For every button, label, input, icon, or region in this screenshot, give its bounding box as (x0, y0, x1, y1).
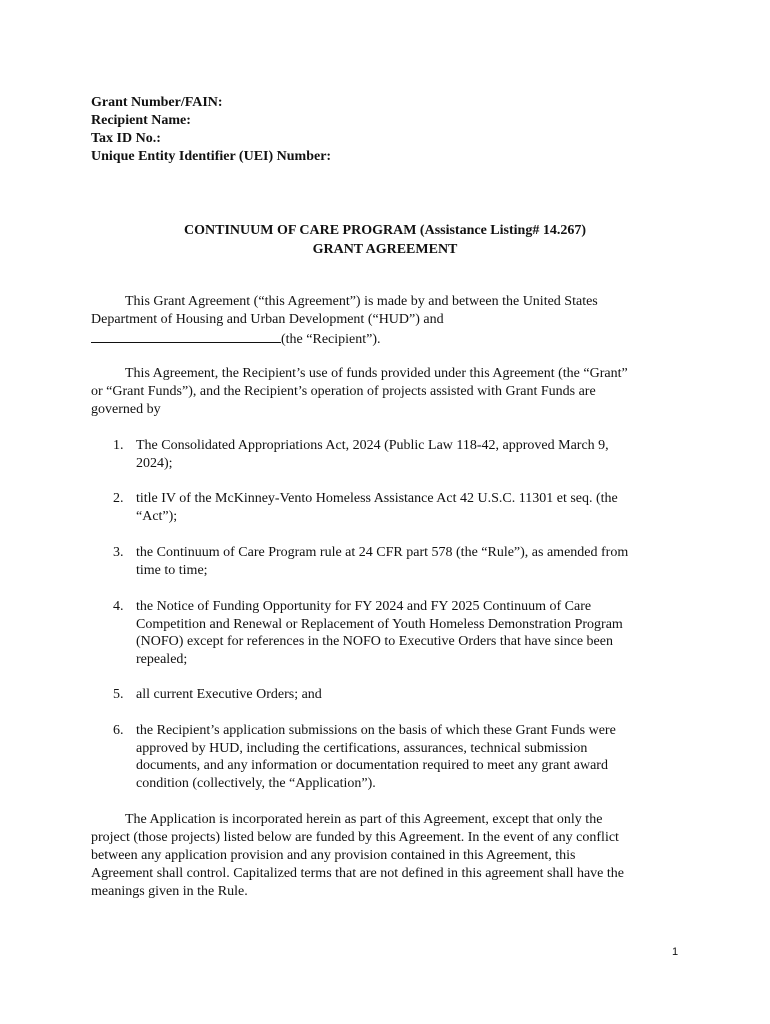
application-line: The Application is incorporated herein as part of this Agreement, except that only the (125, 812, 603, 827)
list-item-line: approved by HUD, including the certifications, assurances, technical submission (136, 740, 588, 756)
tax-id-label: Tax ID No.: (91, 131, 161, 146)
governed-line-1: This Agreement, the Recipient’s use of funds provided under this Agreement (the “Grant” (125, 366, 628, 381)
list-item-line: 2024); (136, 455, 173, 471)
list-item-line: repealed; (136, 651, 188, 667)
title-line-2: GRANT AGREEMENT (312, 241, 458, 257)
list-item-line: title IV of the McKinney-Vento Homeless Assistance Act 42 U.S.C. 11301 et seq. (the (136, 491, 618, 506)
list-item-line: the Recipient’s application submissions on the basis of which these Grant Funds were (136, 723, 616, 738)
title-line-1: CONTINUUM OF CARE PROGRAM (Assistance Listing# 14.267) (184, 223, 586, 238)
governed-line-3: governed by (91, 402, 161, 417)
header-block (91, 94, 331, 166)
list-item-line: documents, and any information or documentation required to meet any grant award (136, 758, 608, 773)
page-number: 1 (672, 946, 679, 958)
governed-paragraph (91, 365, 681, 419)
list-item-line: the Notice of Funding Opportunity for FY 2024 and FY 2025 Continuum of Care (136, 599, 592, 614)
intro-line-1: This Grant Agreement (“this Agreement”) is made by and between the United States (125, 294, 598, 309)
list-item-line: time to time; (136, 562, 208, 578)
list-item-line: Competition and Renewal or Replacement of Youth Homeless Demonstration Program (136, 616, 623, 632)
list-item-number: 5. (113, 687, 124, 702)
application-line: between any application provision and any provision contained in this Agreement, this (91, 848, 576, 863)
document-title (0, 222, 770, 259)
recipient-blank-line (91, 329, 281, 343)
list-item-number: 3. (113, 545, 124, 560)
governed-line-2: or “Grant Funds”), and the Recipient’s operation of projects assisted with Grant Funds are (91, 384, 596, 399)
recipient-suffix: (the “Recipient”). (281, 332, 381, 347)
list-item-number: 1. (113, 438, 124, 453)
list-item-line: (NOFO) except for references in the NOFO to Executive Orders that have since been (136, 634, 613, 649)
application-line: project (those projects) listed below are funded by this Agreement. In the event of any conflict (91, 830, 619, 845)
list-item-line: The Consolidated Appropriations Act, 2024 (Public Law 118-42, approved March 9, (136, 438, 609, 453)
list-item-number: 4. (113, 599, 124, 614)
uei-label: Unique Entity Identifier (UEI) Number: (91, 149, 332, 164)
list-item-line: the Continuum of Care Program rule at 24 CFR part 578 (the “Rule”), as amended from (136, 545, 629, 560)
list-item-line: all current Executive Orders; and (136, 687, 322, 702)
recipient-name-label: Recipient Name: (91, 113, 191, 128)
list-item-number: 6. (113, 723, 124, 738)
list-item-number: 2. (113, 491, 124, 506)
intro-line-3 (91, 329, 681, 349)
intro-paragraph (91, 293, 681, 349)
list-item-line: condition (collectively, the “Application”). (136, 775, 376, 791)
application-line: meanings given in the Rule. (91, 884, 248, 899)
application-line: Agreement shall control. Capitalized terms that are not defined in this agreement shall have the (91, 866, 624, 881)
application-paragraph (91, 811, 681, 901)
list-item-line: “Act”); (136, 508, 178, 524)
intro-line-2: Department of Housing and Urban Development (“HUD”) and (91, 312, 444, 327)
grant-number-label: Grant Number/FAIN: (91, 95, 223, 110)
